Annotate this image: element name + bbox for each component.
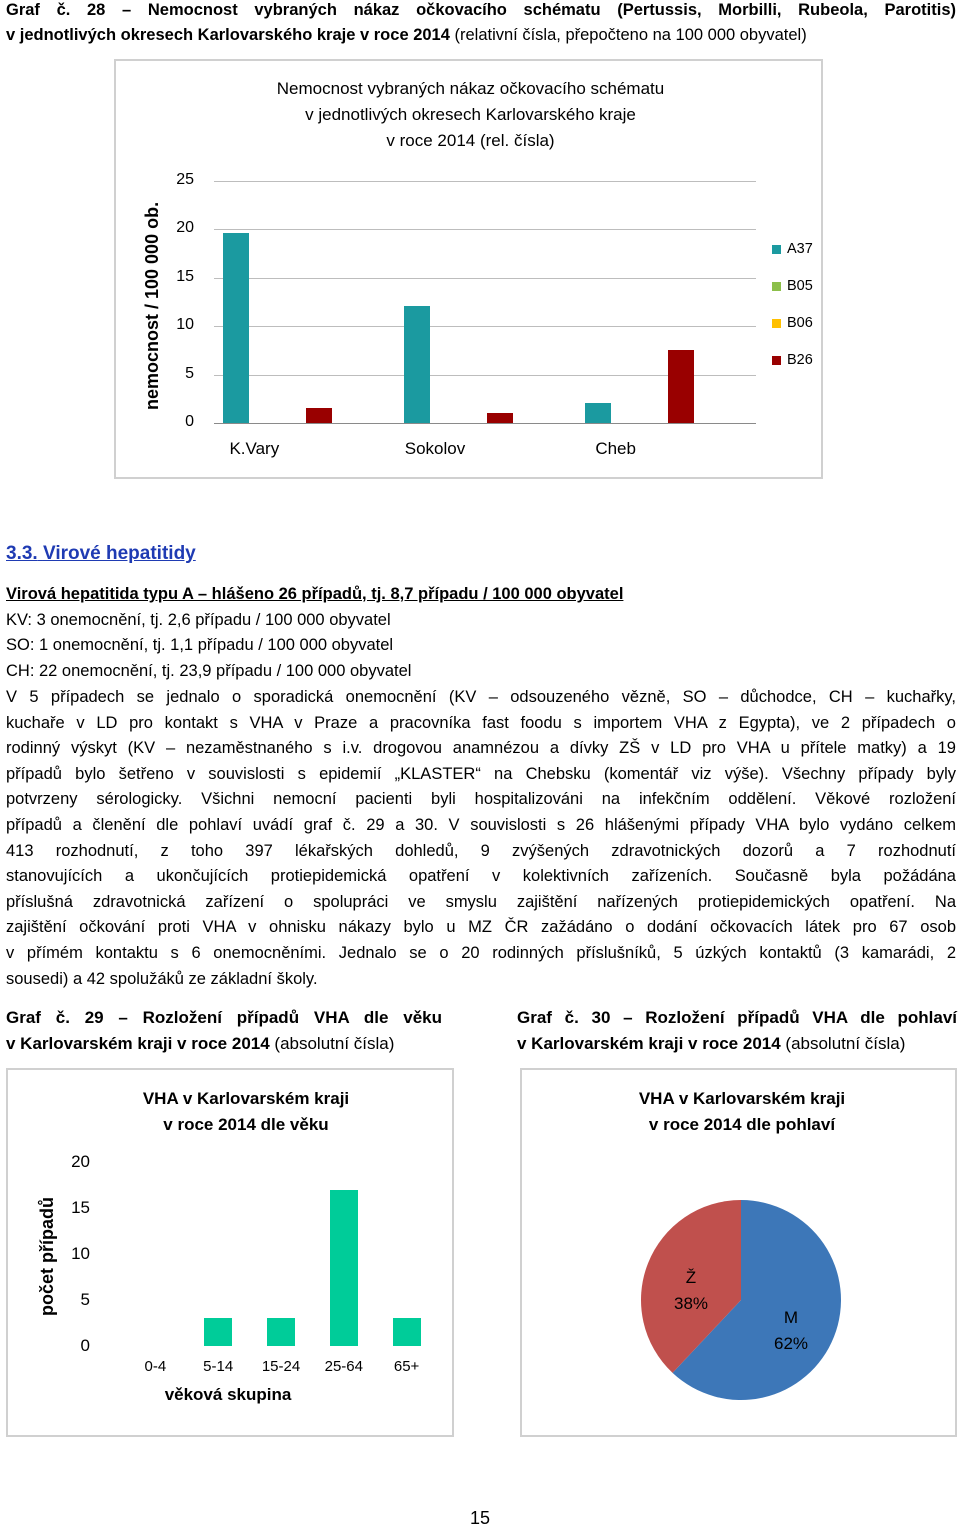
body-line: zajištění očkování proti VHA v ohnisku nákazy bylo u MZ ČR zažádáno o dodání očkovacích látek pro 67 osob	[6, 918, 956, 937]
graf28-caption-line2	[6, 23, 956, 49]
chart-frame-districts	[114, 59, 823, 479]
chart1-y-tick: 15	[176, 267, 194, 285]
chart2-x-axis-label: věková skupina	[164, 1385, 292, 1404]
chart1-y-tick: 25	[176, 171, 194, 188]
chart1-legend-item	[772, 278, 813, 294]
chart3-slice-label: M	[783, 1308, 799, 1327]
body-line: stanovujících a ukončujících protiepidemická opatření v kolektivních zařízeních. Současně byla požádána	[6, 867, 956, 886]
graf30-caption	[517, 1005, 957, 1056]
chart2-y-tick: 5	[80, 1290, 90, 1309]
chart3-slice-label: Ž	[685, 1268, 697, 1287]
summary-headline: Virová hepatitida typu A – hlášeno 26 případů, tj. 8,7 případu / 100 000 obyvatel	[6, 585, 624, 603]
chart1-legend-item	[772, 241, 813, 257]
chart1-y-tick: 5	[185, 364, 194, 382]
chart2-y-tick: 15	[71, 1198, 90, 1217]
chart1-legend-item	[772, 352, 813, 368]
chart-frame-sex	[520, 1068, 957, 1437]
body-line: v přímém kontaktu s 6 onemocněními. Jednalo se o 20 rodinných příslušníků, 5 úzkých kontaktů (3 kamarádi, 2	[6, 943, 956, 962]
page-number: 15	[469, 1508, 491, 1528]
graf30-caption-line1: Graf č. 30 – Rozložení případů VHA dle pohlaví	[517, 1008, 957, 1027]
chart3-title-line1: VHA v Karlovarském kraji	[638, 1089, 846, 1108]
chart2-title-line2: v roce 2014 dle věku	[163, 1115, 329, 1134]
chart1-gridline	[214, 278, 756, 279]
graf29-caption-rest: (absolutní čísla)	[269, 1033, 395, 1053]
chart1-y-tick: 10	[176, 316, 194, 334]
section-number: 3.3.	[6, 543, 38, 564]
chart3-slice-percent: 62%	[773, 1334, 809, 1353]
chart1-legend-label: A37	[787, 241, 813, 257]
chart1-legend-item	[772, 315, 813, 331]
chart2-x-tick: 65+	[393, 1358, 420, 1375]
chart1-y-axis-label: nemocnost / 100 000 ob.	[142, 201, 162, 410]
chart2-y-tick: 20	[71, 1152, 90, 1171]
chart2-x-tick: 5-14	[203, 1358, 234, 1375]
graf30-caption-bold: v Karlovarském kraji v roce 2014	[517, 1033, 781, 1053]
chart1-gridline	[214, 229, 756, 230]
section-title: Virové hepatitidy	[42, 543, 196, 564]
chart1-legend-swatch	[772, 356, 781, 365]
chart1-legend-swatch	[772, 245, 781, 254]
chart1-y-tick: 20	[176, 219, 194, 237]
chart1-bar-b26-kvary	[306, 408, 332, 423]
chart2-y-tick: 10	[71, 1244, 90, 1263]
chart1-x-tick: Cheb	[595, 439, 636, 458]
chart1-legend-label: B06	[787, 315, 813, 331]
chart2-bar	[204, 1318, 232, 1346]
chart1-bar-b26-sokolov	[487, 413, 513, 423]
chart1-x-tick: K.Vary	[229, 439, 280, 458]
chart1-gridline	[214, 181, 756, 182]
chart1-bar-a37-sokolov	[404, 306, 430, 423]
body-line: 413 rozhodnutí, z toho 397 lékařských dohledů, 9 zvýšených zdravotnických dozorů a 7 rozhodnutí	[6, 841, 956, 860]
body-line: případů a členění dle pohlaví uvádí graf č. 29 a 30. V souvislosti s 26 hlášenými případy VHA bylo vydáno celkem	[6, 815, 956, 834]
chart1-title	[116, 76, 825, 154]
chart1-bar-b26-cheb	[668, 350, 694, 423]
graf29-caption-line1: Graf č. 29 – Rozložení případů VHA dle věku	[6, 1008, 442, 1027]
body-line: V 5 případech se jednalo o sporadická onemocnění (KV – odsouzeného vězně, SO – důchodce, CH – kuchařky,	[6, 688, 956, 706]
graf29-caption-bold: v Karlovarském kraji v roce 2014	[6, 1033, 270, 1053]
summary-kv: KV: 3 onemocnění, tj. 2,6 případu / 100 000 obyvatel	[6, 611, 391, 629]
body-line: sousedi) a 42 spolužáků ze základní školy.	[6, 969, 318, 988]
chart1-y-tick: 0	[185, 413, 194, 430]
graf28-caption-line1: Graf č. 28 – Nemocnost vybraných nákaz očkovacího schématu (Pertussis, Morbilli, Rubeola, Parotitis)	[6, 1, 956, 19]
chart2-bar	[393, 1318, 421, 1346]
chart1-legend-label: B05	[787, 278, 813, 294]
chart1-legend-swatch	[772, 319, 781, 328]
chart1-legend-label: B26	[787, 352, 813, 368]
body-line: příslušná zdravotnická zařízení o spolupráci ve smyslu zajištění nařízených protiepidemických opatření. Na	[6, 892, 956, 911]
graf28-caption-rest: (relativní čísla, přepočteno na 100 000 obyvatel)	[449, 26, 807, 44]
chart2-title	[96, 1086, 396, 1138]
summary-ch: CH: 22 onemocnění, tj. 23,9 případu / 100 000 obyvatel	[6, 662, 412, 680]
chart1-title-line1: Nemocnost vybraných nákaz očkovacího schématu	[276, 79, 665, 98]
chart1-title-line3: v roce 2014 (rel. čísla)	[386, 131, 555, 150]
body-line: rodinný výskyt (KV – nezaměstnaného s i.v. drogovou anamnézou a dívky ZŠ v LD pro VHA u přítele matky) a 19	[6, 739, 956, 758]
body-line: případů bylo šetřeno v souvislosti s epidemií „KLASTER“ na Chebsku (komentář viz výše). Všechny případy byly	[6, 764, 956, 783]
graf30-caption-rest: (absolutní čísla)	[780, 1033, 906, 1053]
graf28-caption-bold: v jednotlivých okresech Karlovarského kraje v roce 2014	[6, 26, 450, 44]
body-line: potvrzeny sérologicky. Všichni nemocní pacienti byli hospitalizováni na infekčním oddělení. Věkové rozložení	[6, 790, 956, 809]
graf29-caption-line2	[6, 1031, 442, 1057]
graf29-caption	[6, 1005, 442, 1056]
chart1-bar-a37-cheb	[585, 403, 611, 423]
chart1-gridline	[214, 423, 756, 424]
chart-frame-age	[6, 1068, 454, 1437]
chart2-title-line1: VHA v Karlovarském kraji	[142, 1089, 350, 1108]
chart2-x-tick: 25-64	[324, 1358, 363, 1375]
section-heading	[6, 541, 196, 567]
chart1-bar-a37-kvary	[223, 233, 249, 423]
summary-so: SO: 1 onemocnění, tj. 1,1 případu / 100 000 obyvatel	[6, 636, 394, 654]
body-line: kuchaře v LD pro kontakt s VHA v Praze a pracovníka fast foodu s importem VHA z Egypta), ve 2 případech o	[6, 713, 956, 732]
chart2-x-tick: 15-24	[261, 1358, 301, 1375]
body-paragraph	[6, 685, 956, 992]
chart3-slice-percent: 38%	[673, 1294, 709, 1313]
chart2-x-tick: 0-4	[144, 1358, 167, 1375]
chart1-x-tick: Sokolov	[404, 439, 466, 458]
chart2-y-axis-label: počet případů	[37, 1196, 57, 1316]
chart2-bar	[330, 1190, 358, 1346]
chart3-pie	[520, 1068, 957, 1437]
chart1-gridline	[214, 326, 756, 327]
chart2-y-tick: 0	[80, 1336, 90, 1355]
graf30-caption-line2	[517, 1031, 957, 1057]
chart1-title-line2: v jednotlivých okresech Karlovarského kraje	[305, 105, 636, 124]
chart2-bar	[267, 1318, 295, 1346]
chart3-title-line2: v roce 2014 dle pohlaví	[648, 1115, 836, 1134]
chart1-legend-swatch	[772, 282, 781, 291]
